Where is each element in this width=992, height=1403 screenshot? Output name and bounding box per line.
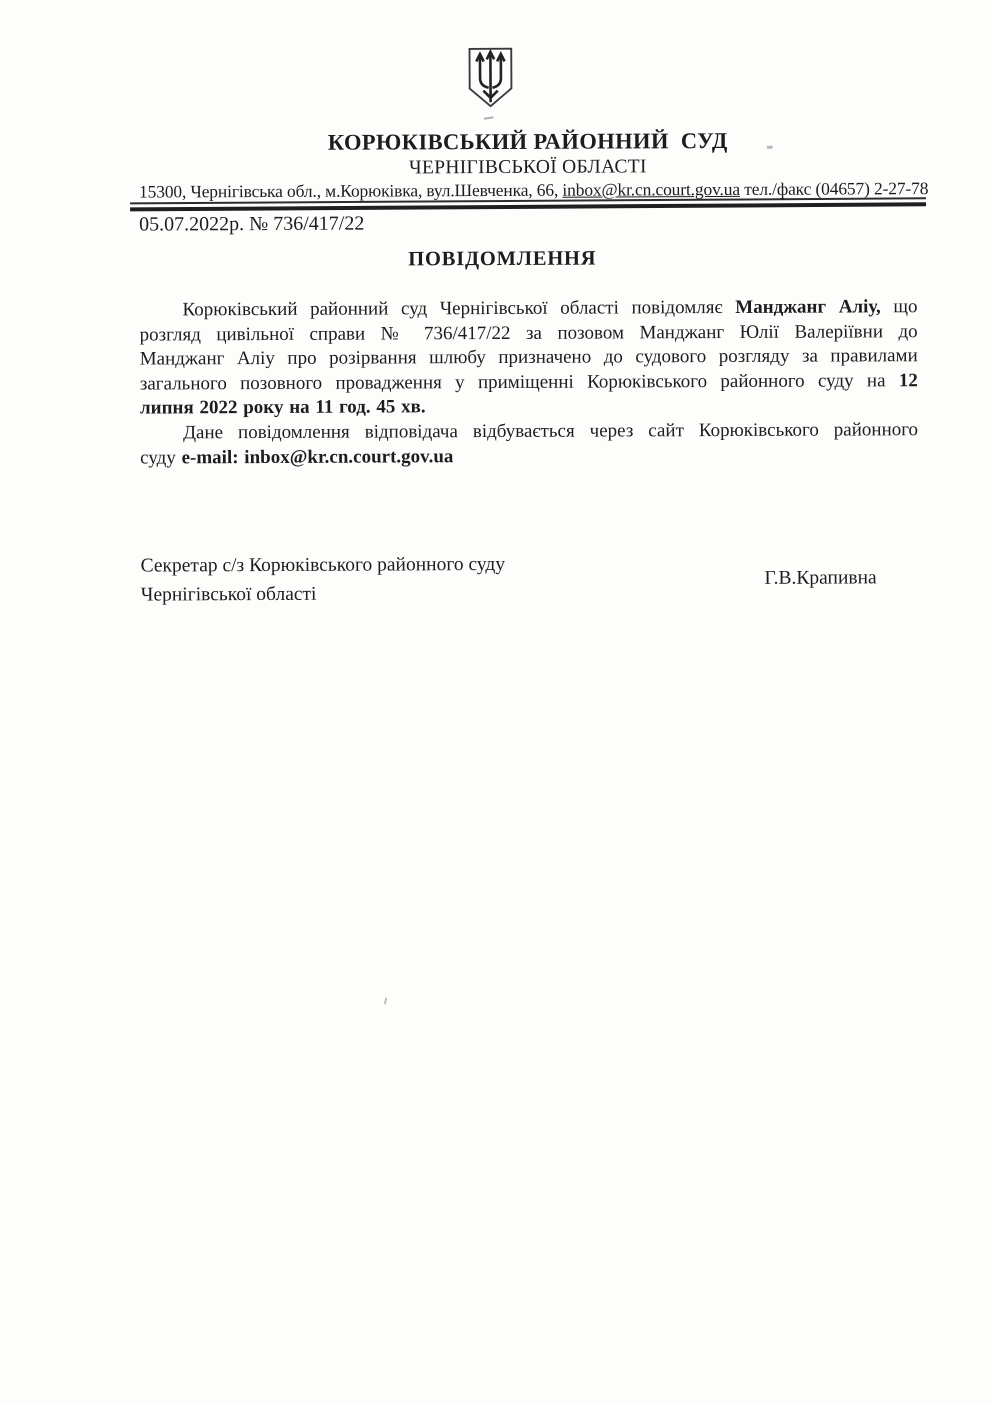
address-text: 15300, Чернігівська обл., м.Корюківка, вул.Шевченка, 66, [138,179,563,202]
signatory-role [141,551,506,610]
notification-paragraph-1: Корюківський районний суд Чернігівської області повідомляє Манджанг Аліу, що розгляд цивільної справи № 736/417/22 за позовом Манджанг Юлії Валеріївни до Манджанг Аліу про розірвання шлюбу призначено до судового розгляду за правилами загального позовного провадження у приміщенні Корюківського районного суду на 12 липня 2022 року на 11 год. 45 хв. [139,296,918,419]
signatory-role-line1: Секретар с/з Корюківського районного суду [140,553,506,577]
document-title: ПОВІДОМЛЕННЯ [408,247,597,271]
signatory-name: Г.В.Крапивна [764,566,877,589]
court-name: КОРЮКІВСЬКИЙ РАЙОННИЙ СУД [327,127,728,155]
scan-artifact-dash [484,116,494,119]
address-phone-fax: тел./факс (04657) 2-27-78 [739,178,929,199]
notification-paragraph-2: Дане повідомлення відповідача відбувається через сайт Корюківського районного суду e-mail: inbox@kr.cn.court.gov.ua [140,419,919,469]
ukraine-trident-emblem-icon [466,46,514,110]
court-email: inbox@kr.cn.court.gov.ua [562,178,741,200]
outgoing-date-and-case-number: 05.07.2022р. № 736/417/22 [139,212,365,236]
scan-artifact-tick [384,997,387,1004]
court-region: ЧЕРНІГІВСЬКОЇ ОБЛАСТІ [408,156,647,179]
notification-body [139,295,918,471]
signature-block [141,549,919,609]
signatory-role-line2: Чернігівської області [140,583,317,606]
